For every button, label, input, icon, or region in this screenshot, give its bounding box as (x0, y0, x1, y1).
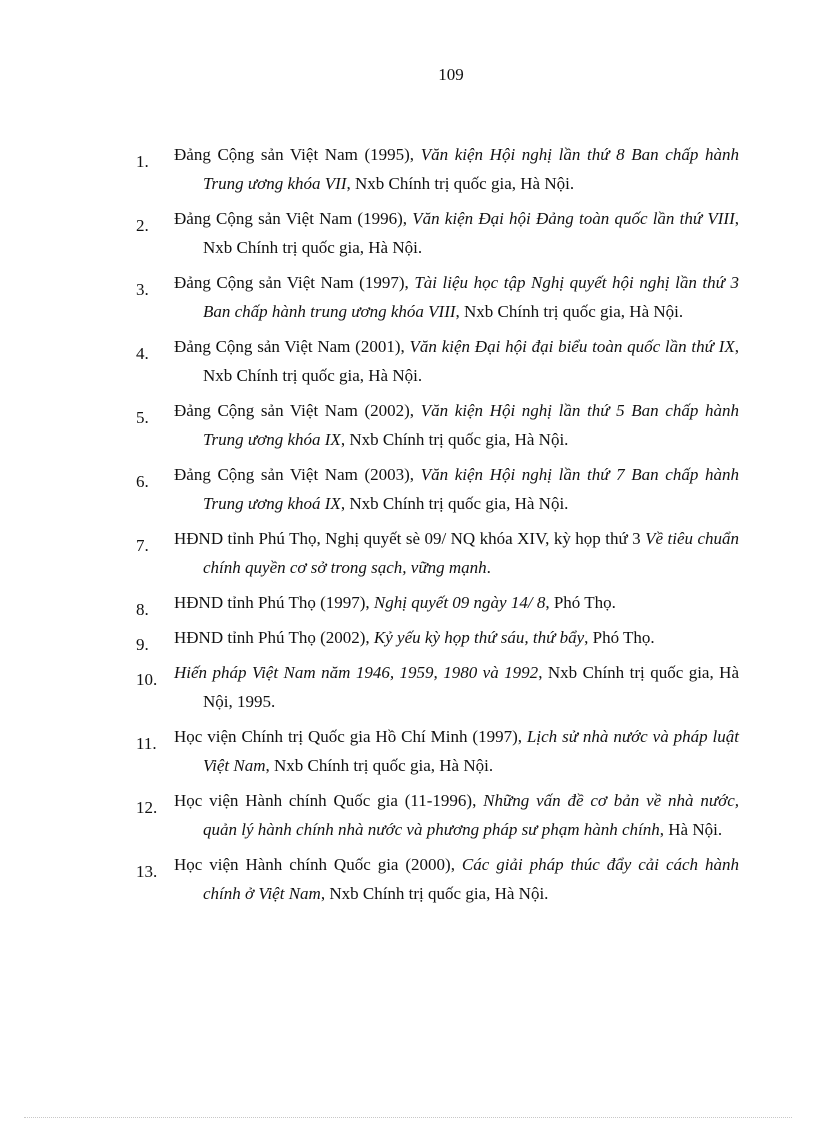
reference-item (0, 332, 739, 390)
reference-number: 7. (136, 536, 149, 555)
page-number: 109 (438, 65, 464, 84)
reference-publisher: , Phó Thọ. (545, 593, 616, 612)
reference-publisher: , Nxb Chính trị quốc gia, Hà Nội. (340, 494, 569, 513)
reference-number: 1. (136, 152, 149, 171)
reference-publisher: , Nxb Chính trị quốc gia, Hà Nội. (340, 430, 569, 449)
reference-number: 4. (136, 344, 149, 363)
reference-title: Văn kiện Hội nghị lần thứ 5 Ban chấp hành Trung ương khóa IX (203, 401, 739, 449)
reference-number: 3. (136, 280, 149, 299)
reference-title: Hiến pháp Việt Nam năm 1946, 1959, 1980 và 1992 (174, 663, 539, 682)
reference-author: Đảng Cộng sản Việt Nam (1995), (174, 145, 421, 164)
reference-number: 6. (136, 472, 149, 491)
reference-author: Đảng Cộng sản Việt Nam (1997), (174, 273, 415, 292)
reference-title: Văn kiện Đại hội Đảng toàn quốc lần thứ VIII (412, 209, 735, 228)
reference-item (0, 524, 739, 582)
reference-number: 2. (136, 216, 149, 235)
reference-author: Đảng Cộng sản Việt Nam (2002), (174, 401, 421, 420)
reference-number: 9. (136, 635, 149, 654)
reference-author: HĐND tỉnh Phú Thọ (2002), (174, 628, 374, 647)
reference-publisher: , Nxb Chính trị quốc gia, Hà Nội. (455, 302, 684, 321)
reference-author: Đảng Cộng sản Việt Nam (2001), (174, 337, 410, 356)
reference-author: Đảng Cộng sản Việt Nam (1996), (174, 209, 413, 228)
reference-title: Nghị quyết 09 ngày 14/ 8 (373, 593, 546, 612)
reference-publisher: , Nxb Chính trị quốc gia, Hà Nội. (265, 756, 494, 775)
reference-title: Lịch sử nhà nước và pháp luật Việt Nam (203, 727, 739, 775)
reference-publisher: . (486, 558, 491, 577)
reference-item (0, 588, 739, 617)
reference-publisher: , Nxb Chính trị quốc gia, Hà Nội. (203, 209, 739, 257)
reference-number: 11. (136, 734, 157, 753)
reference-author: HĐND tỉnh Phú Thọ, Nghị quyết sè 09/ NQ khóa XIV, kỳ họp thứ 3 (174, 529, 646, 548)
reference-item (0, 140, 739, 198)
reference-number: 12. (136, 798, 158, 817)
bottom-divider (24, 1117, 792, 1118)
reference-number: 5. (136, 408, 149, 427)
reference-publisher: , Nxb Chính trị quốc gia, Hà Nội. (346, 174, 575, 193)
reference-title: Các giải pháp thúc đẩy cải cách hành chính ở Việt Nam (203, 855, 739, 903)
reference-author: Học viện Hành chính Quốc gia (11-1996), (174, 791, 484, 810)
reference-title: Kỷ yếu kỳ họp thứ sáu, thứ bẩy (373, 628, 585, 647)
reference-title: Về tiêu chuẩn chính quyền cơ sở trong sạch, vững mạnh (203, 529, 739, 577)
reference-item (0, 658, 739, 716)
reference-author: Học viện Hành chính Quốc gia (2000), (174, 855, 462, 874)
reference-title: Văn kiện Đại hội đại biểu toàn quốc lần thứ IX (409, 337, 735, 356)
reference-author: Đảng Cộng sản Việt Nam (2003), (174, 465, 421, 484)
reference-number: 8. (136, 600, 149, 619)
reference-number: 10. (136, 670, 158, 689)
reference-title: Tài liệu học tập Nghị quyết hội nghị lần thứ 3 Ban chấp hành trung ương khóa VIII (203, 273, 739, 321)
reference-title: Văn kiện Hội nghị lần thứ 7 Ban chấp hành Trung ương khoá IX (203, 465, 739, 513)
reference-item (0, 623, 739, 652)
reference-publisher: , Nxb Chính trị quốc gia, Hà Nội. (203, 337, 739, 385)
reference-publisher: , Nxb Chính trị quốc gia, Hà Nội, 1995. (203, 663, 739, 711)
reference-item (0, 204, 739, 262)
reference-author: HĐND tỉnh Phú Thọ (1997), (174, 593, 374, 612)
reference-item (0, 460, 739, 518)
reference-publisher: , Hà Nội. (659, 820, 723, 839)
reference-list (0, 140, 816, 914)
reference-title: Văn kiện Hội nghị lần thứ 8 Ban chấp hành Trung ương khóa VII (203, 145, 739, 193)
reference-number: 13. (136, 862, 158, 881)
reference-publisher: , Nxb Chính trị quốc gia, Hà Nội. (320, 884, 549, 903)
reference-item (0, 722, 739, 780)
reference-author: Học viện Chính trị Quốc gia Hồ Chí Minh (1997), (174, 727, 527, 746)
reference-item (0, 396, 739, 454)
reference-item (0, 786, 739, 844)
reference-item (0, 850, 739, 908)
reference-publisher: , Phó Thọ. (584, 628, 655, 647)
reference-item (0, 268, 739, 326)
reference-title: Những vấn đề cơ bản về nhà nước, quản lý hành chính nhà nước và phương pháp sư phạm hành chính (203, 791, 739, 839)
